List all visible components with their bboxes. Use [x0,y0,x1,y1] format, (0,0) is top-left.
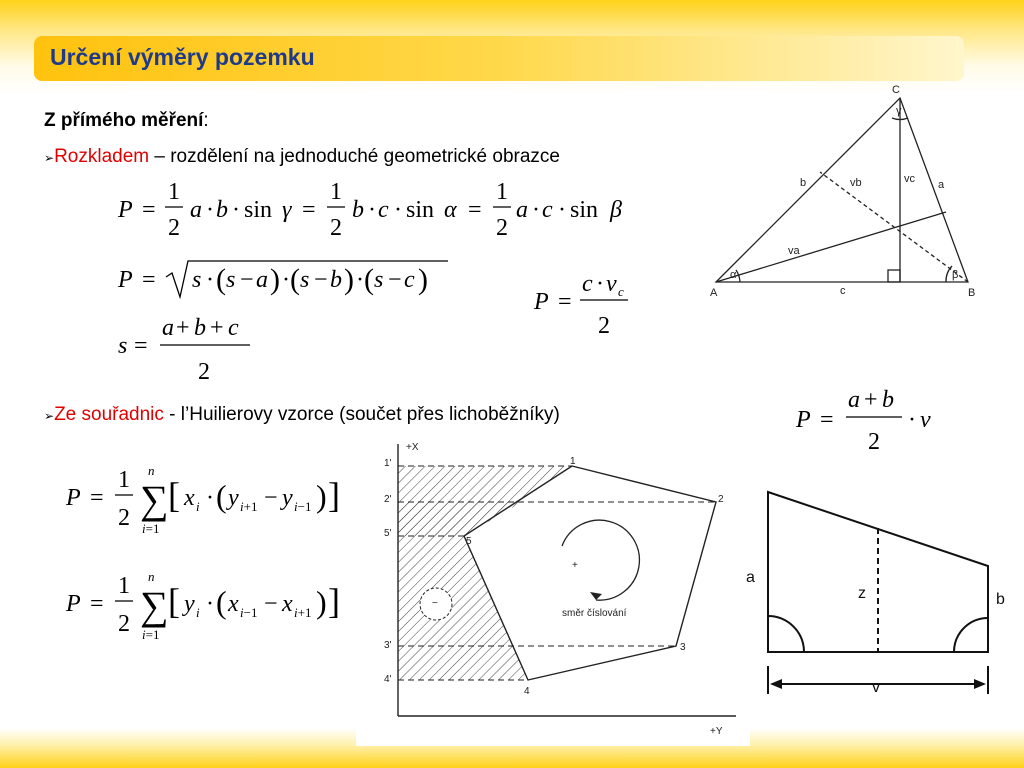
svg-text:+: + [864,387,878,413]
svg-text:·: · [206,267,214,293]
bullet-decomposition [44,146,560,168]
numbering-direction-label: směr číslování [562,608,627,619]
svg-text:s: s [300,267,310,293]
svg-text:2: 2 [118,505,130,531]
svg-text:·: · [368,197,376,223]
svg-text:s: s [226,267,236,293]
svg-text:2: 2 [598,313,610,339]
svg-text:β: β [610,197,622,223]
svg-text:α: α [444,197,457,223]
svg-text:P: P [118,267,133,293]
svg-text:·: · [596,271,604,297]
plus-sign: + [572,560,578,571]
vc-label: vc [904,173,915,185]
trapezoid-b-label: b [996,591,1005,608]
axis-y-label: +Y [710,726,723,737]
svg-text:i+1: i+1 [294,605,312,620]
trapezoid-a-label: a [746,569,755,586]
point-3-label: 3 [680,642,686,653]
svg-text:P: P [66,485,81,511]
svg-text:P: P [118,197,133,223]
svg-text:−: − [240,267,254,293]
vertex-a-label: A [710,287,718,299]
svg-text:c: c [228,315,239,341]
side-c-label: c [840,285,846,297]
minus-sign: − [432,598,438,609]
svg-text:): ) [418,263,428,296]
svg-text:(: ( [216,584,227,620]
bullet-coordinates-keyword: Ze souřadnic [54,404,164,425]
svg-text:n: n [148,569,155,584]
svg-text:c: c [378,197,389,223]
svg-text:(: ( [290,263,300,296]
va-label: va [788,245,800,257]
svg-text:1: 1 [118,467,130,493]
svg-text:P: P [796,407,811,433]
bullet-arrow-icon: ➢ [44,409,55,423]
svg-text:+: + [176,315,190,341]
axis-x-label: +X [406,442,419,453]
trapezoid-z-label: z [858,585,866,602]
svg-text:b: b [882,387,894,413]
svg-text:[: [ [168,581,180,621]
side-b-label: b [800,177,807,189]
svg-text:=: = [468,197,482,223]
svg-text:]: ] [328,581,340,621]
triangle-diagram [700,82,1000,302]
svg-text:i=1: i=1 [142,521,160,536]
svg-text:=: = [90,591,104,617]
svg-text:2: 2 [198,359,210,385]
point-5-label: 5 [466,536,472,547]
side-a-label: a [938,179,945,191]
trapezoid-formula [790,385,960,460]
svg-text:=: = [558,289,572,315]
svg-text:n: n [148,463,155,478]
svg-text:=: = [302,197,316,223]
gamma-label: γ [896,105,902,117]
bullet-coordinates-text: - l’Huilierovy vzorce (součet přes lichoběžníky) [163,404,560,425]
svg-text:b: b [216,197,228,223]
svg-text:=: = [142,267,156,293]
svg-text:P: P [534,289,549,315]
alpha-label: α [730,269,737,281]
svg-text:+: + [210,315,224,341]
svg-text:s: s [118,333,128,359]
svg-text:2: 2 [496,215,508,241]
svg-text:2: 2 [868,429,880,455]
svg-text:a: a [516,197,528,223]
point-3p-label: 3' [384,640,392,651]
vertex-c-label: C [892,84,900,96]
svg-text:i: i [196,499,200,514]
svg-text:s: s [374,267,384,293]
svg-text:·: · [532,197,540,223]
svg-text:sin: sin [244,197,273,223]
svg-text:2: 2 [168,215,180,241]
svg-text:c: c [582,271,593,297]
svg-text:[: [ [168,475,180,515]
svg-text:=: = [134,333,148,359]
point-4-label: 4 [524,686,530,697]
svg-text:x: x [282,591,293,617]
vertex-b-label: B [968,287,976,299]
svg-text:i−1: i−1 [294,499,312,514]
svg-text:1: 1 [168,179,180,205]
svg-text:c: c [542,197,553,223]
svg-text:·: · [206,197,214,223]
svg-text:·: · [394,197,402,223]
title-bar [34,36,964,81]
svg-text:i+1: i+1 [240,499,258,514]
svg-text:y: y [228,485,239,511]
svg-text:y: y [184,591,195,617]
svg-text:=: = [90,485,104,511]
bullet-arrow-icon: ➢ [44,151,55,165]
trapezoid-v-label: v [872,679,880,696]
svg-text:a: a [256,267,268,293]
point-2-label: 2 [718,494,724,505]
bullet-coordinates [44,404,560,426]
svg-text:·: · [206,485,214,511]
svg-text:(: ( [216,478,227,514]
svg-text:·: · [206,591,214,617]
svg-text:): ) [316,584,327,620]
point-1-label: 1 [570,456,576,467]
svg-text:i: i [196,605,200,620]
svg-text:a: a [162,315,174,341]
polygon-diagram [356,436,750,746]
section-heading-text: Z přímého měření [44,110,204,131]
svg-text:c: c [618,284,624,299]
point-1p-label: 1' [384,458,392,469]
svg-text:x: x [184,485,195,511]
svg-text:·: · [356,267,364,293]
svg-text:y: y [282,485,293,511]
svg-text:·: · [232,197,240,223]
svg-text:b: b [352,197,364,223]
svg-text:x: x [228,591,239,617]
svg-text:−: − [388,267,402,293]
svg-text:1: 1 [496,179,508,205]
svg-text:(: ( [216,263,226,296]
svg-text:b: b [330,267,342,293]
svg-text:·: · [908,407,916,433]
svg-text:): ) [344,263,354,296]
bullet-decomposition-text: – rozdělení na jednoduché geometrické obrazce [149,146,560,167]
svg-text:): ) [316,478,327,514]
svg-text:a: a [190,197,202,223]
trapezoid-diagram [740,482,1010,700]
svg-text:]: ] [328,475,340,515]
svg-text:·: · [282,267,290,293]
section-heading [44,110,209,132]
svg-text:(: ( [364,263,374,296]
svg-text:−: − [264,485,278,511]
svg-text:γ: γ [282,197,292,223]
svg-text:2: 2 [118,611,130,637]
bullet-decomposition-keyword: Rozkladem [54,146,150,167]
svg-text:a: a [848,387,860,413]
vb-label: vb [850,177,862,189]
point-2p-label: 2' [384,494,392,505]
svg-text:sin: sin [406,197,435,223]
point-4p-label: 4' [384,674,392,685]
svg-text:i=1: i=1 [142,627,160,642]
svg-text:): ) [270,263,280,296]
svg-text:1: 1 [330,179,342,205]
point-5p-label: 5' [384,528,392,539]
svg-text:i−1: i−1 [240,605,258,620]
svg-text:∑: ∑ [140,583,169,628]
svg-text:∑: ∑ [140,477,169,522]
svg-text:−: − [314,267,328,293]
svg-text:sin: sin [570,197,599,223]
lhuilier-formulas [60,455,380,655]
svg-text:1: 1 [118,573,130,599]
svg-text:2: 2 [330,215,342,241]
formula-block-1 [110,175,650,385]
svg-text:=: = [820,407,834,433]
svg-text:=: = [142,197,156,223]
svg-text:v: v [606,271,617,297]
svg-text:s: s [192,267,202,293]
svg-text:·: · [558,197,566,223]
section-heading-colon: : [203,110,209,131]
svg-text:P: P [66,591,81,617]
svg-text:b: b [194,315,206,341]
beta-label: β [952,269,959,281]
svg-text:v: v [920,407,931,433]
svg-text:−: − [264,591,278,617]
svg-text:c: c [404,267,415,293]
page-title: Určení výměry pozemku [50,44,315,70]
